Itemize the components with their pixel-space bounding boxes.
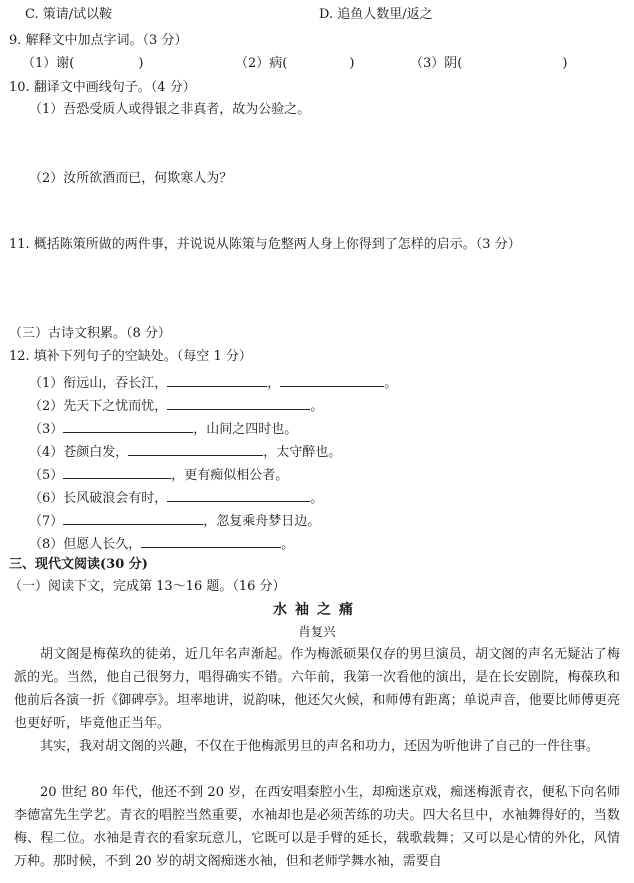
fill-line-7: （7） ，忽复乘舟梦日边。 [29, 510, 320, 531]
fill-line-2: （2）先天下之忧而忧， 。 [29, 395, 323, 416]
article-paragraph-2: 其实，我对胡文阁的兴趣，不仅在于他梅派男旦的声名和功力，还因为听他讲了自己的一件往事。 [40, 739, 600, 754]
option-d: D. 追鱼人数里/返之 [319, 7, 433, 22]
article-paragraph-1: 胡文阁是梅葆玖的徒弟，近几年名声渐起。作为梅派硕果仅存的男旦演员，胡文阁的声名无疑沾了梅派的光。当然，他自己很努力，唱得确实不错。六年前，我第一次看他的演出，是在长安剧院，梅葆玖和他前后各演一折《御碑亭》。坦率地讲，说韵味，他还欠火候，和师傅有距离；单说声音，他要比师傅更亮也更好听，毕竟他正当年。 [14, 647, 620, 731]
article-author: 肖复兴 [298, 624, 336, 639]
fill-line-8: （8）但愿人长久， 。 [29, 533, 294, 554]
answer-blank[interactable] [63, 464, 171, 479]
article-title: 水袖之痛 [273, 602, 361, 618]
answer-blank[interactable] [167, 487, 310, 502]
question-9-prompt: 9. 解释文中加点字词。（3 分） [9, 33, 188, 48]
question-10-sentence-2: （2）汝所欲酒而已，何欺寒人为？ [29, 171, 233, 186]
article-paragraph-3: 20 世纪 80 年代，他还不到 20 岁，在西安唱秦腔小生，却痴迷京戏，痴迷梅派青衣，便私下向名师李德富先生学艺。青衣的唱腔当然重要，水袖却也是必须苦练的功夫。四大名旦中，水袖舞得好的，当数梅、程二位。水袖是青衣的看家玩意儿，它既可以是手臂的延长，载歌载舞；又可以是心情的外化，风情万种。那时候，不到 20 岁的胡文阁痴迷水袖，但和老师学舞水袖，需要自 [14, 785, 620, 869]
fill-line-5: （5） ，更有痴似相公者。 [29, 464, 288, 485]
question-10-sentence-1: （1）吾恐受质人或得银之非真者，故为公验之。 [29, 102, 311, 117]
question-10-prompt: 10. 翻译文中画线句子。（4 分） [9, 80, 196, 95]
answer-blank[interactable] [63, 510, 203, 525]
question-9-item-1: （1）谢( ) [22, 56, 144, 71]
question-9-item-2: （2）病( ) [235, 56, 355, 71]
question-12-prompt: 12. 填补下列句子的空缺处。（每空 1 分） [9, 349, 252, 364]
fill-line-4: （4）苍颜白发， ，太守醉也。 [29, 441, 341, 462]
fill-line-1: （1）衔远山，吞长江， ， 。 [29, 372, 397, 393]
question-9-item-3: （3）阴( ) [410, 56, 568, 71]
answer-blank[interactable] [280, 372, 384, 387]
answer-blank[interactable] [63, 418, 193, 433]
answer-blank[interactable] [128, 441, 263, 456]
answer-blank[interactable] [141, 533, 281, 548]
answer-blank[interactable] [167, 395, 310, 410]
answer-blank[interactable] [167, 372, 267, 387]
option-c: C. 策请/试以鞍 [25, 7, 113, 22]
part-3-heading: 三、现代文阅读(30 分) [9, 557, 148, 572]
section-3-heading: （三）古诗文积累。（8 分） [9, 326, 171, 341]
fill-line-6: （6）长风破浪会有时， 。 [29, 487, 323, 508]
part-3-subheading: （一）阅读下文，完成第 13～16 题。（16 分） [9, 579, 286, 594]
fill-line-3: （3） ，山间之四时也。 [29, 418, 297, 439]
question-11-prompt: 11. 概括陈策所做的两件事，并说说从陈策与危整两人身上你得到了怎样的启示。（3 分） [9, 237, 521, 252]
